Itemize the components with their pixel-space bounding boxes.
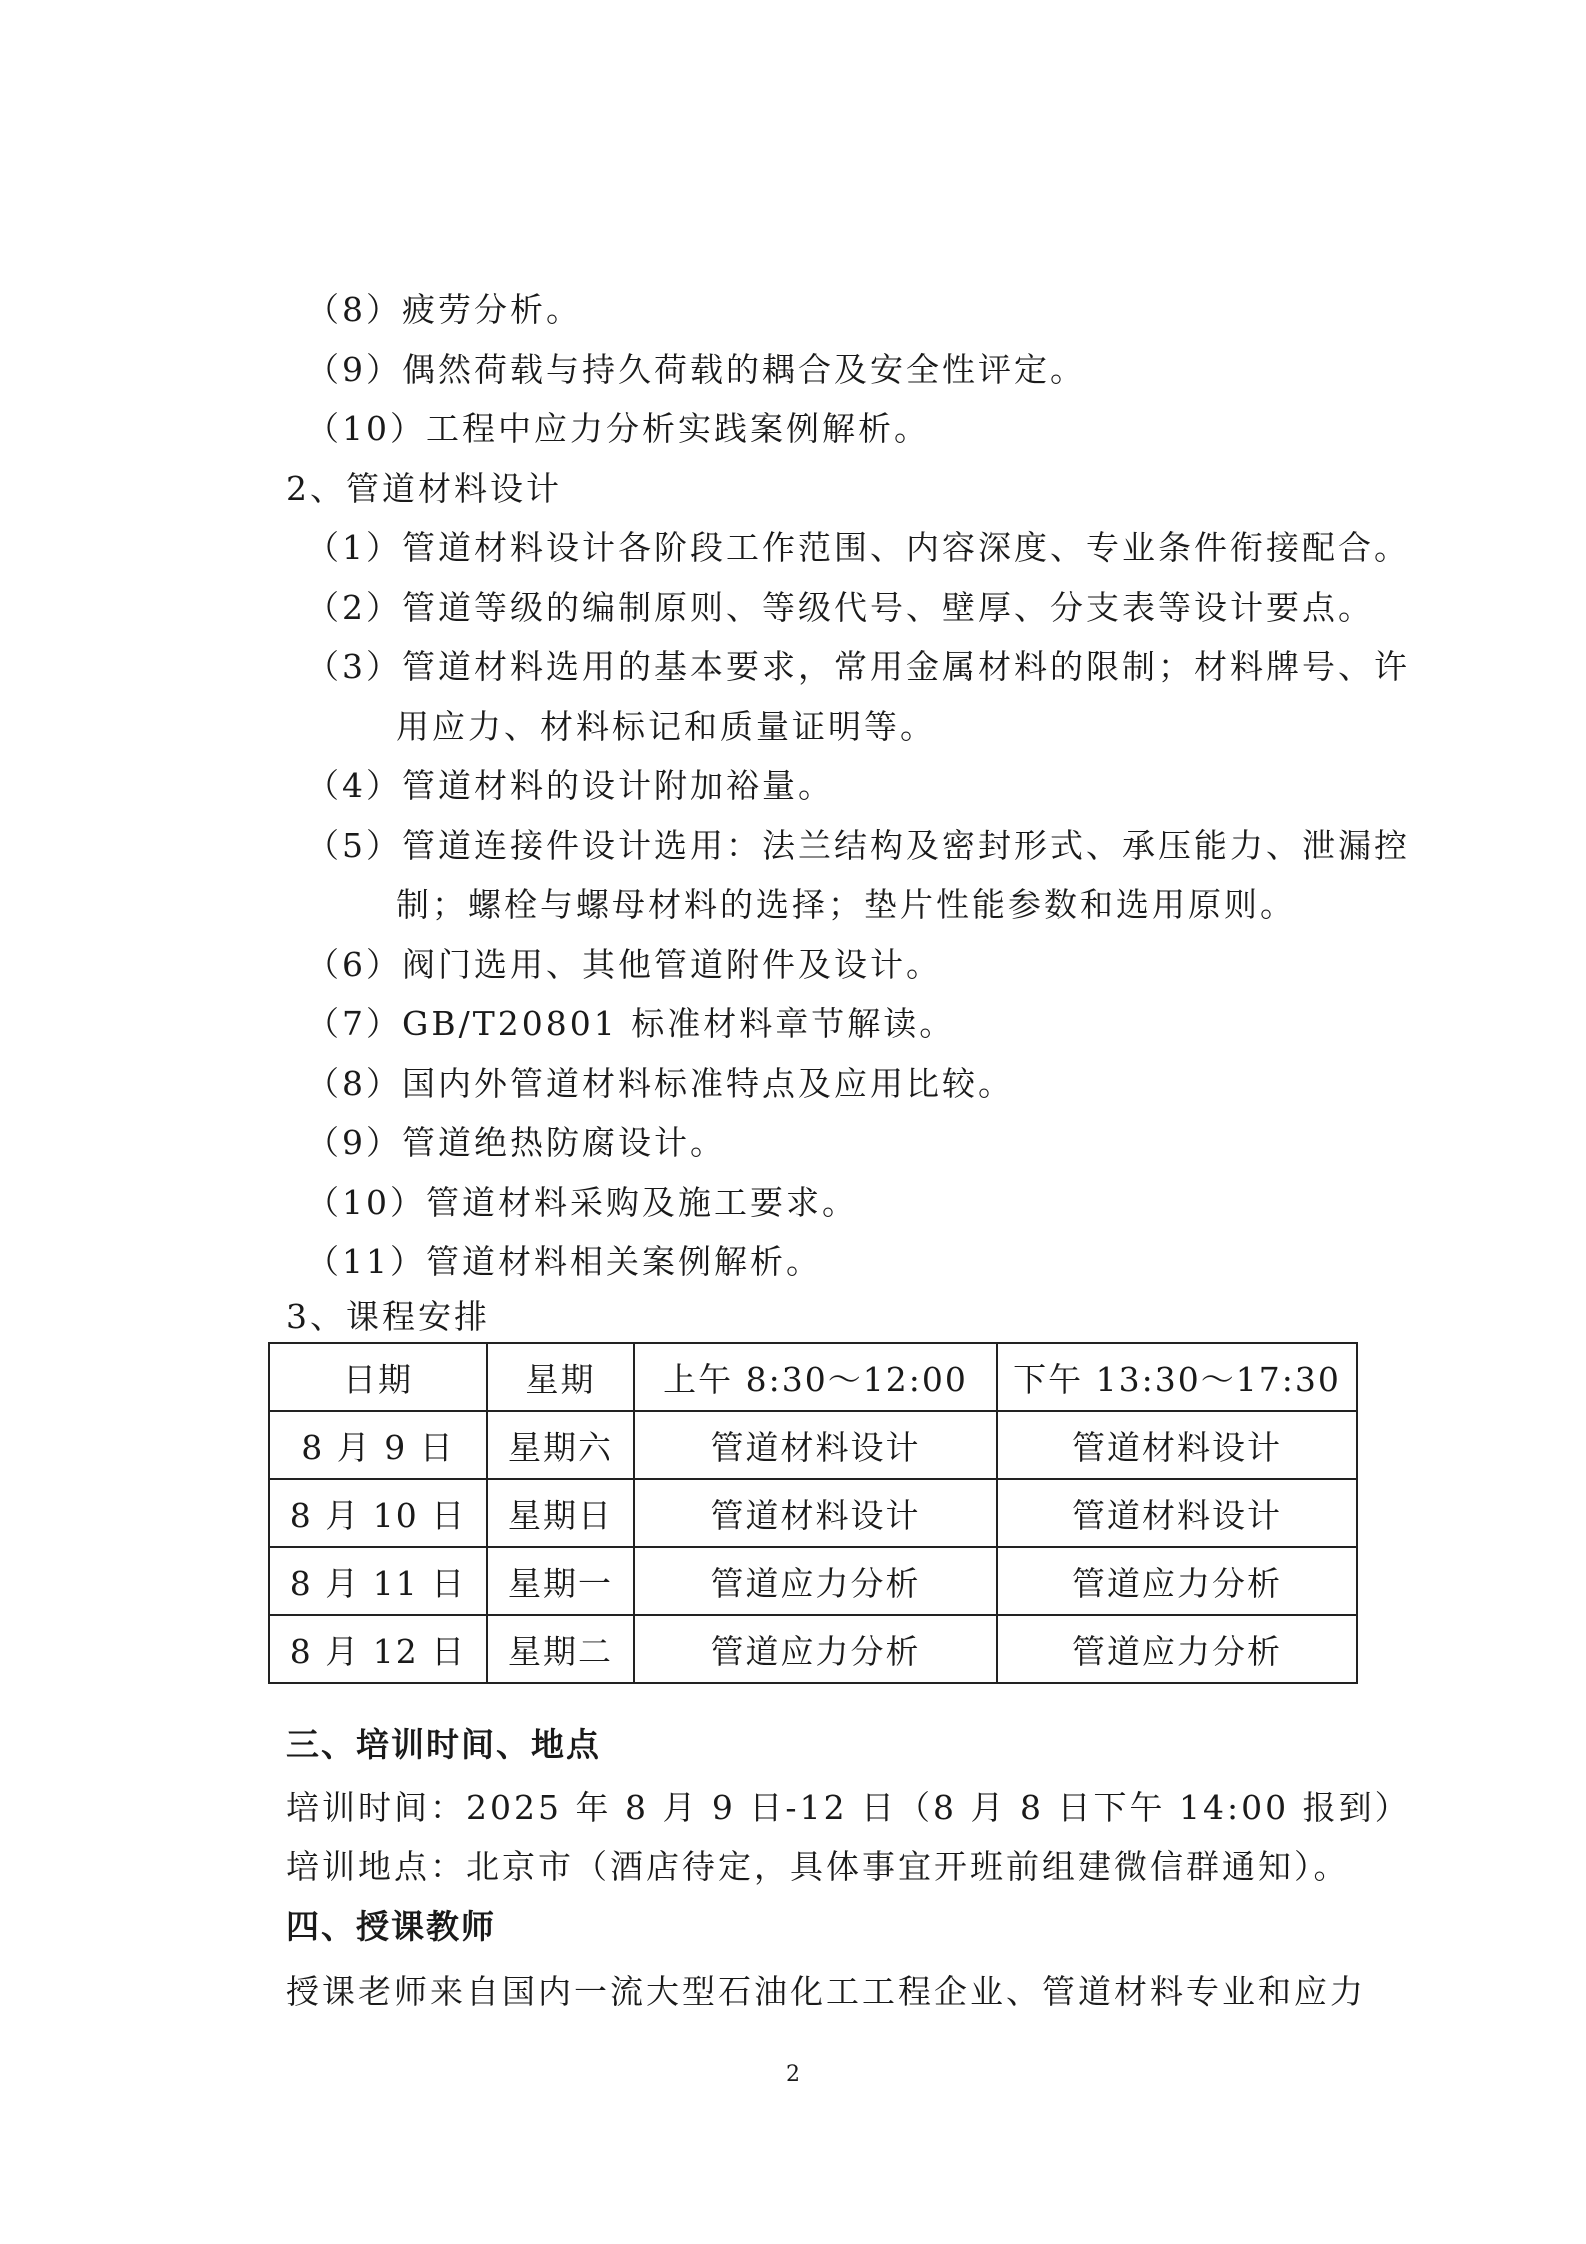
table-row [269,1411,1357,1479]
teachers-text: 授课老师来自国内一流大型石油化工工程企业、管道材料专业和应力 [286,1972,1366,2011]
item-material-10: （10）管道材料采购及施工要求。 [306,1183,858,1222]
subsection-material-design: 2、管道材料设计 [286,469,562,508]
item-load-coupling: （9）偶然荷载与持久荷载的耦合及安全性评定。 [306,350,1086,389]
cell-morning: 管道应力分析 [634,1615,997,1683]
cell-weekday: 星期二 [487,1615,634,1683]
table-row [269,1479,1357,1547]
cell-morning: 管道应力分析 [634,1547,997,1615]
cell-afternoon: 管道材料设计 [997,1479,1357,1547]
cell-weekday: 星期一 [487,1547,634,1615]
item-material-4: （4）管道材料的设计附加裕量。 [306,766,834,805]
header-weekday: 星期 [487,1343,634,1411]
item-material-11: （11）管道材料相关案例解析。 [306,1242,822,1281]
item-material-5: （5）管道连接件设计选用：法兰结构及密封形式、承压能力、泄漏控 [306,826,1410,865]
header-afternoon: 下午 13:30～17:30 [997,1343,1357,1411]
table-row [269,1615,1357,1683]
cell-date: 8 月 11 日 [269,1547,487,1615]
item-material-1: （1）管道材料设计各阶段工作范围、内容深度、专业条件衔接配合。 [306,528,1410,567]
cell-morning: 管道材料设计 [634,1479,997,1547]
cell-weekday: 星期日 [487,1479,634,1547]
cell-afternoon: 管道材料设计 [997,1411,1357,1479]
cell-date: 8 月 10 日 [269,1479,487,1547]
item-material-3-cont: 用应力、材料标记和质量证明等。 [396,707,936,746]
item-material-5-cont: 制；螺栓与螺母材料的选择；垫片性能参数和选用原则。 [396,885,1296,924]
item-fatigue-analysis: （8）疲劳分析。 [306,290,582,329]
cell-afternoon: 管道应力分析 [997,1615,1357,1683]
cell-weekday: 星期六 [487,1411,634,1479]
item-stress-cases: （10）工程中应力分析实践案例解析。 [306,409,930,448]
header-morning: 上午 8:30～12:00 [634,1343,997,1411]
table-row [269,1547,1357,1615]
table-header-row [269,1343,1357,1411]
training-time: 培训时间：2025 年 8 月 9 日-12 日（8 月 8 日下午 14:00 报到） [286,1788,1411,1827]
page-number: 2 [786,2062,800,2087]
cell-date: 8 月 9 日 [269,1411,487,1479]
cell-date: 8 月 12 日 [269,1615,487,1683]
schedule-table [268,1342,1358,1684]
section-title-teachers: 四、授课教师 [286,1907,496,1946]
item-material-8: （8）国内外管道材料标准特点及应用比较。 [306,1064,1014,1103]
cell-morning: 管道材料设计 [634,1411,997,1479]
item-material-2: （2）管道等级的编制原则、等级代号、壁厚、分支表等设计要点。 [306,588,1374,627]
subsection-schedule: 3、课程安排 [286,1297,490,1336]
item-material-9: （9）管道绝热防腐设计。 [306,1123,726,1162]
item-material-6: （6）阀门选用、其他管道附件及设计。 [306,945,942,984]
header-date: 日期 [269,1343,487,1411]
item-material-3: （3）管道材料选用的基本要求，常用金属材料的限制；材料牌号、许 [306,647,1410,686]
item-material-7: （7）GB/T20801 标准材料章节解读。 [306,1004,956,1043]
section-title-time-place: 三、培训时间、地点 [286,1725,601,1764]
training-place: 培训地点：北京市（酒店待定，具体事宜开班前组建微信群通知）。 [286,1847,1350,1886]
cell-afternoon: 管道应力分析 [997,1547,1357,1615]
